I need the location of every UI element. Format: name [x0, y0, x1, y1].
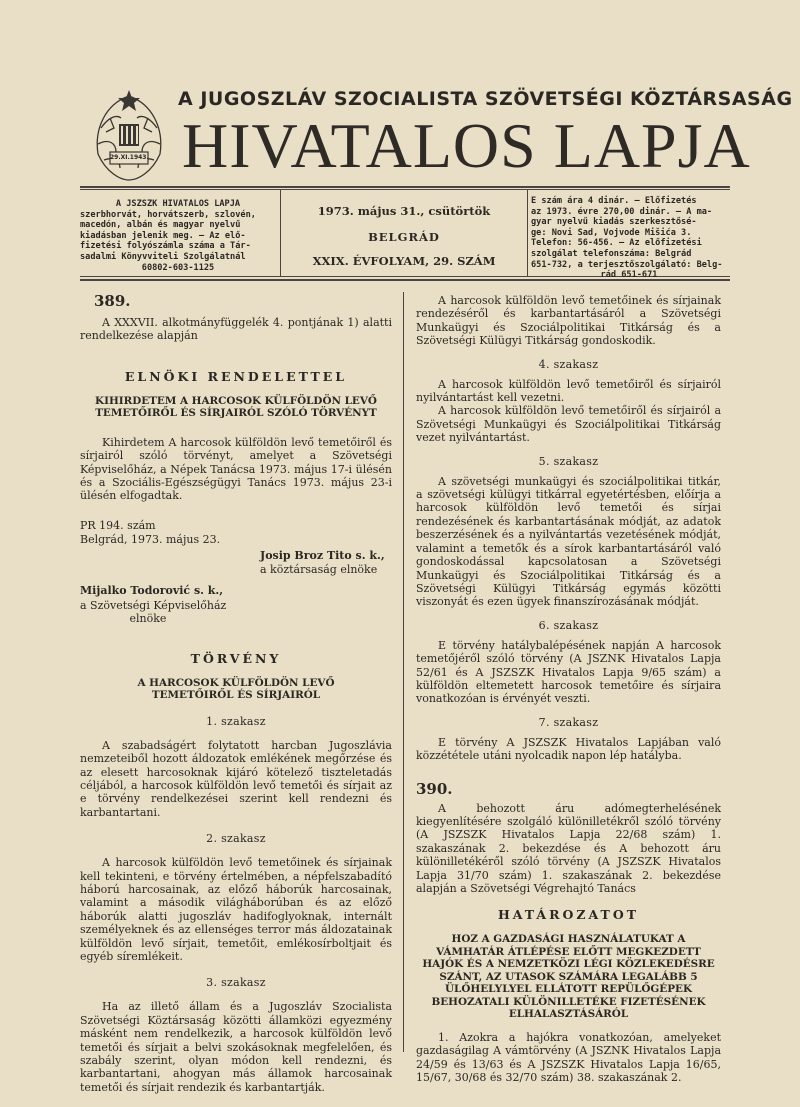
- header-right-line: szolgálat telefonszáma: Belgrád: [531, 248, 692, 259]
- section-4-heading: 4. szakasz: [538, 357, 599, 371]
- header-left-line: kiadásban jelenik meg. — Az elő-: [80, 230, 246, 241]
- section-3-heading: 3. szakasz: [206, 976, 266, 990]
- signatory-president-role: a köztársaság elnöke: [260, 563, 378, 577]
- section-7-heading: 7. szakasz: [538, 715, 599, 729]
- signatory-speaker-role-2: elnöke: [129, 612, 167, 626]
- section-3-text: Ha az illető állam és a Jugoszláv Szocialista Szövetségi Köztársaság közötti államközi egyezmény másként nem rendelkezik, a harcosok külföldön levő temetői és sírjait a belvi szokásoknak megfelelően, és szabály szerint, olyan módon kell rendezni, és karbantartani, ahogyan más államok harcosainak temetői és sírjait rendezik és karbantartják.: [80, 1000, 392, 1094]
- law-heading: TÖRVÉNY: [190, 650, 282, 666]
- signatory-president: Josip Broz Tito s. k.,: [260, 548, 385, 562]
- header-right-line: rád 651-671: [600, 270, 658, 281]
- header-right-line: ge: Novi Sad, Vojvode Mišića 3.: [531, 227, 692, 238]
- pr-number: PR 194. szám: [80, 518, 156, 532]
- section-1-heading: 1. szakasz: [206, 714, 266, 728]
- header-right-info: [531, 196, 727, 281]
- right-column: [416, 294, 721, 1085]
- section-4-para-2: A harcosok külföldön levő temetőiről és sírjairól a Szövetségi Munkaügyi és Szociálpolitikai Titkárság vezet nyilvántartást.: [416, 404, 721, 445]
- place-date: Belgrád, 1973. május 23.: [80, 533, 221, 547]
- column-divider: [403, 292, 404, 1052]
- resolution-title: HOZ A GAZDASÁGI HASZNÁLATUKAT A VÁMHATÁR ÁTLÉPÉSE ELŐTT MEGKEZDETT HAJÓK ÉS A NEMZETKÖZI LÉGI KÖZLEKEDÉSRE SZÁNT, AZ UTASOK SZÁMÁRA LEGALÁBB 5 ÜLŐHELYLYEL ELLÁTOTT REPÜLŐGÉPEK BEHOZATALI KÜLÖNILLETÉKE FIZETÉSÉNEK ELHALASZTÁSÁRÓL: [422, 933, 715, 1021]
- act-number-390: 390.: [416, 779, 453, 798]
- section-4-para-1: A harcosok külföldön levő temetőiről és sírjairól nyilvántartást kell vezetni.: [416, 377, 721, 405]
- law-title: A HARCOSOK KÜLFÖLDÖN LEVŐ TEMETŐIRŐL ÉS SÍRJAIRÓL: [137, 676, 335, 702]
- paragraph-maintenance: A harcosok külföldön levő temetőinek és sírjainak rendezéséről és karbantartásáról a Szövetségi Munkaügyi és Szociálpolitikai Titkárság és a Szövetségi Külügyi Titkárság gondoskodik.: [416, 294, 721, 348]
- state-emblem: [86, 88, 172, 184]
- issue-date: 1973. május 31., csütörtök: [317, 204, 491, 218]
- masthead-title: HIVATALOS LAPJA: [182, 110, 751, 181]
- section-2-text: A harcosok külföldön levő temetőinek és sírjainak kell tekinteni, e törvény értelmében, a népfelszabadító háború harcosainak, az előző háborúk harcosainak, valamint a második világháborúban és az előző háborúk alatti jugoszláv hadifoglyoknak, internált személyeknek és az ellenséges terror más áldozatainak külföldön levő sírjait, temetőit, emlékosírboltjait és egyéb síremlékeit.: [80, 856, 392, 963]
- header-left-line: sadalmi Könyvviteli Szolgálatnál: [80, 251, 246, 262]
- header-right-line: az 1973. évre 270,00 dinár. — A ma-: [531, 206, 713, 217]
- issue-city: BELGRÁD: [368, 230, 440, 244]
- header-right-line: Telefon: 56-456. — Az előfizetési: [531, 238, 702, 249]
- section-6-heading: 6. szakasz: [538, 618, 599, 632]
- section-5-heading: 5. szakasz: [538, 454, 599, 468]
- section-1-text: A szabadságért folytatott harcban Jugoszlávia nemzeteiből hozott áldozatok emlékének megőrzése és az elesett harcosoknak kijáró kötelező tiszteletadás céljából, a harcosok külföldön levő temetői és sírjait az e törvény rendelkezései szerint kell rendezni és karbantartani.: [80, 738, 392, 819]
- resolution-basis: A behozott áru adómegterhelésének kiegyenlítésére szolgáló különilletékről szóló törvény (A JSZSZK Hivatalos Lapja 22/68 szám) 1. szakaszának 2. bekezdése és A behozott áru különilletékéről szóló törvény (A JSZSZK Hivatalos Lapja 31/70 szám) 1. szakaszának 2. bekezdése alapján a Szövetségi Végrehajtó Tanács: [416, 801, 721, 895]
- decree-title: KIHIRDETEM A HARCOSOK KÜLFÖLDÖN LEVŐ TEMETŐIRŐL ÉS SÍRJAIRÓL SZÓLÓ TÖRVÉNYT: [95, 394, 377, 420]
- section-5-text: A szövetségi munkaügyi és szociálpolitikai titkár, a szövetségi külügyi titkárral egyetértésben, előírja a harcosok külföldön levő temetői és sírjai rendezésének és karbantartásának módját, az adatok beszerzésének és a nyilvántartás vezetésének módját, valamint a temetők és a sírok karbantartásáról való gondoskodással kapcsolatosan a Szövetségi Munkaügyi és Szociálpolitikai Titkárság és a Szövetségi Külügyi Titkárság egymás közötti viszonyát és ezen ügyek finanszírozásának módját.: [416, 474, 721, 609]
- decree-intro: A XXXVII. alkotmányfüggelék 4. pontjának 1) alatti rendelkezése alapján: [80, 316, 392, 343]
- issue-volume: XXIX. ÉVFOLYAM, 29. SZÁM: [312, 254, 496, 268]
- header-left-line: szerbhorvát, horvátszerb, szlovén,: [80, 209, 256, 220]
- header-right-line: 651-732, a terjesztőszolgálató: Belg-: [531, 259, 723, 270]
- section-7-text: E törvény A JSZSZK Hivatalos Lapjában való közzététele utáni nyolcadik napon lép hatályba.: [416, 735, 721, 763]
- header-left-line: A JSZSZK HIVATALOS LAPJA: [115, 199, 241, 209]
- resolution-heading: HATÁROZATOT: [497, 907, 640, 923]
- left-column: [80, 292, 392, 1094]
- header-left-info: [80, 199, 276, 273]
- decree-heading: ELNÖKI RENDELETTEL: [124, 368, 348, 384]
- section-2-heading: 2. szakasz: [206, 832, 266, 846]
- header-left-line: 60802-603-1125: [141, 262, 215, 273]
- act-number-389: 389.: [94, 292, 131, 310]
- signatory-speaker-role: a Szövetségi Képviselőház: [80, 598, 227, 612]
- decree-body: Kihirdetem A harcosok külföldön levő temetőiről és sírjairól szóló törvényt, amelyet a Szövetségi Képviselőház, a Népek Tanácsa 1973. május 17-i ülésén és a Szociális-Egészségügyi Tanács 1973. május 23-i ülésén elfogadtak.: [80, 435, 392, 503]
- signatory-speaker: Mijalko Todorović s. k.,: [80, 584, 224, 598]
- resolution-point-1: 1. Azokra a hajókra vonatkozóan, amelyeket gazdaságilag A vámtörvény (A JSZNK Hivatalos Lapja 24/59 és 13/63 és A JSZSZK Hivatalos Lapja 16/65, 15/67, 30/68 és 32/70 szám) 38. szakaszának 2.: [416, 1030, 721, 1085]
- masthead-supertitle: A JUGOSZLÁV SZOCIALISTA SZÖVETSÉGI KÖZTÁRSASÁG: [178, 88, 793, 110]
- header-right-line: gyar nyelvű kiadás szerkesztősé-: [531, 217, 697, 228]
- header-right-line: E szám ára 4 dinár. — Előfizetés: [531, 196, 697, 206]
- header-left-line: fizetési folyószámla száma a Tár-: [80, 241, 251, 252]
- emblem-date: 29.XI.1943.: [110, 154, 149, 161]
- header-left-line: macedón, albán és magyar nyelvű: [80, 220, 241, 231]
- section-6-text: E törvény hatálybalépésének napján A harcosok temetőjéről szóló törvény (A JSZNK Hivatalos Lapja 52/61 és A JSZSZK Hivatalos Lapja 9/65 szám) a külföldön eltemetett harcosok temetőire és sírjaira vonatkozóan is érvényét veszti.: [416, 638, 721, 706]
